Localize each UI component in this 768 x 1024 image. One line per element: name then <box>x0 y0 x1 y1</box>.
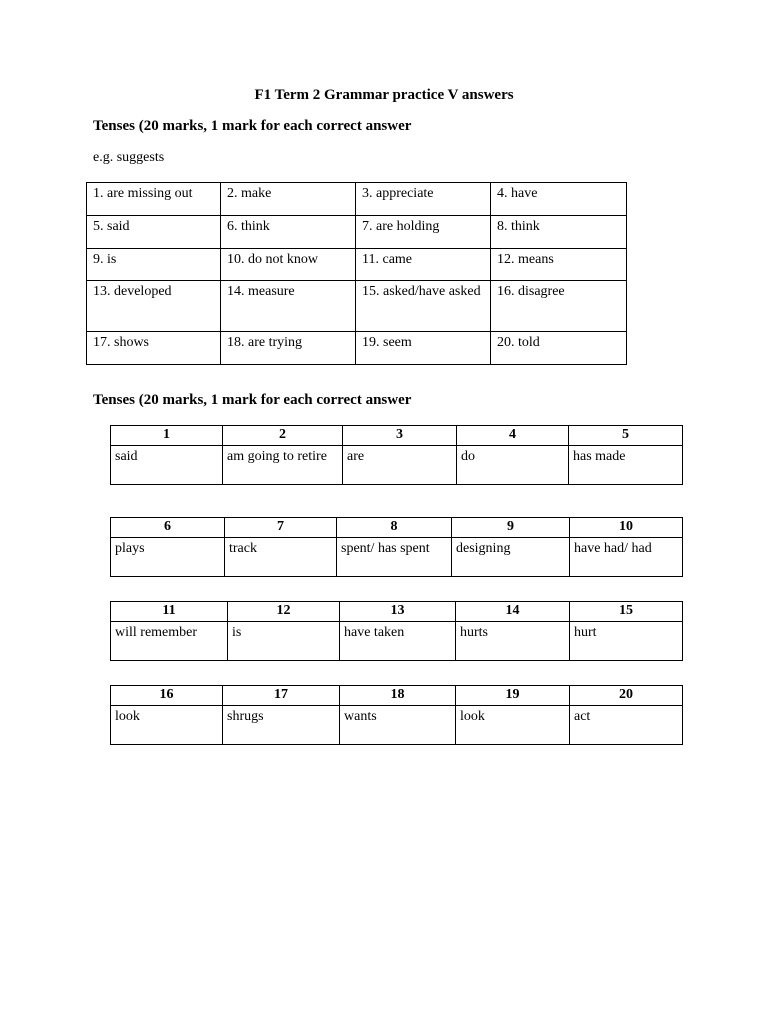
answer-cell: spent/ has spent <box>337 538 452 577</box>
answer-cell: track <box>225 538 337 577</box>
table-row <box>111 622 683 661</box>
question-number: 13 <box>340 602 456 622</box>
question-number: 15 <box>570 602 683 622</box>
answer-cell: 4. have <box>491 183 627 216</box>
answer-cell: will remember <box>111 622 228 661</box>
answer-cell: plays <box>111 538 225 577</box>
answer-cell: 18. are trying <box>221 332 356 365</box>
question-number: 20 <box>570 686 683 706</box>
question-number: 5 <box>569 426 683 446</box>
page-title: F1 Term 2 Grammar practice V answers <box>254 87 514 103</box>
question-number: 16 <box>111 686 223 706</box>
answer-cell: 13. developed <box>87 281 221 332</box>
question-number: 9 <box>452 518 570 538</box>
answer-cell: said <box>111 446 223 485</box>
question-number: 11 <box>111 602 228 622</box>
question-number: 19 <box>456 686 570 706</box>
header-row <box>111 602 683 622</box>
answer-cell: 10. do not know <box>221 249 356 281</box>
answer-cell: designing <box>452 538 570 577</box>
answer-cell: shrugs <box>223 706 340 745</box>
answer-cell: have taken <box>340 622 456 661</box>
answer-cell: 9. is <box>87 249 221 281</box>
question-number: 17 <box>223 686 340 706</box>
answer-cell: 14. measure <box>221 281 356 332</box>
answer-cell: look <box>456 706 570 745</box>
header-row <box>111 686 683 706</box>
answer-cell: act <box>570 706 683 745</box>
answer-cell: look <box>111 706 223 745</box>
answer-cell: wants <box>340 706 456 745</box>
table-row <box>111 706 683 745</box>
answer-cell: 5. said <box>87 216 221 249</box>
question-number: 6 <box>111 518 225 538</box>
answer-cell: 11. came <box>356 249 491 281</box>
answers-table-11-15 <box>110 601 683 661</box>
question-number: 7 <box>225 518 337 538</box>
answer-cell: 12. means <box>491 249 627 281</box>
question-number: 14 <box>456 602 570 622</box>
question-number: 12 <box>228 602 340 622</box>
answer-cell: has made <box>569 446 683 485</box>
answers-table-1-20 <box>86 182 627 365</box>
answer-cell: 17. shows <box>87 332 221 365</box>
table-row <box>111 446 683 485</box>
answer-cell: hurts <box>456 622 570 661</box>
question-number: 4 <box>457 426 569 446</box>
answer-cell: 6. think <box>221 216 356 249</box>
header-row <box>111 518 683 538</box>
answer-cell: have had/ had <box>570 538 683 577</box>
header-row <box>111 426 683 446</box>
question-number: 1 <box>111 426 223 446</box>
answer-cell: 1. are missing out <box>87 183 221 216</box>
answer-cell: hurt <box>570 622 683 661</box>
answers-table-16-20 <box>110 685 683 745</box>
answer-cell: 16. disagree <box>491 281 627 332</box>
table-row <box>87 249 627 281</box>
table-row <box>87 183 627 216</box>
answer-cell: 2. make <box>221 183 356 216</box>
answer-cell: 15. asked/have asked <box>356 281 491 332</box>
question-number: 3 <box>343 426 457 446</box>
answer-cell: are <box>343 446 457 485</box>
question-number: 18 <box>340 686 456 706</box>
question-number: 10 <box>570 518 683 538</box>
question-number: 2 <box>223 426 343 446</box>
answer-cell: 19. seem <box>356 332 491 365</box>
answer-cell: do <box>457 446 569 485</box>
section1-heading: Tenses (20 marks, 1 mark for each correct answer <box>93 118 412 134</box>
table-row <box>87 281 627 332</box>
answer-cell: am going to retire <box>223 446 343 485</box>
answer-cell: is <box>228 622 340 661</box>
answers-table-6-10 <box>110 517 683 577</box>
answers-table-1-5 <box>110 425 683 485</box>
answer-cell: 20. told <box>491 332 627 365</box>
answer-cell: 8. think <box>491 216 627 249</box>
answer-cell: 7. are holding <box>356 216 491 249</box>
question-number: 8 <box>337 518 452 538</box>
table-row <box>111 538 683 577</box>
example-answer: e.g. suggests <box>93 150 165 165</box>
answer-cell: 3. appreciate <box>356 183 491 216</box>
table-row <box>87 216 627 249</box>
table-row <box>87 332 627 365</box>
section2-heading: Tenses (20 marks, 1 mark for each correct answer <box>93 392 412 408</box>
